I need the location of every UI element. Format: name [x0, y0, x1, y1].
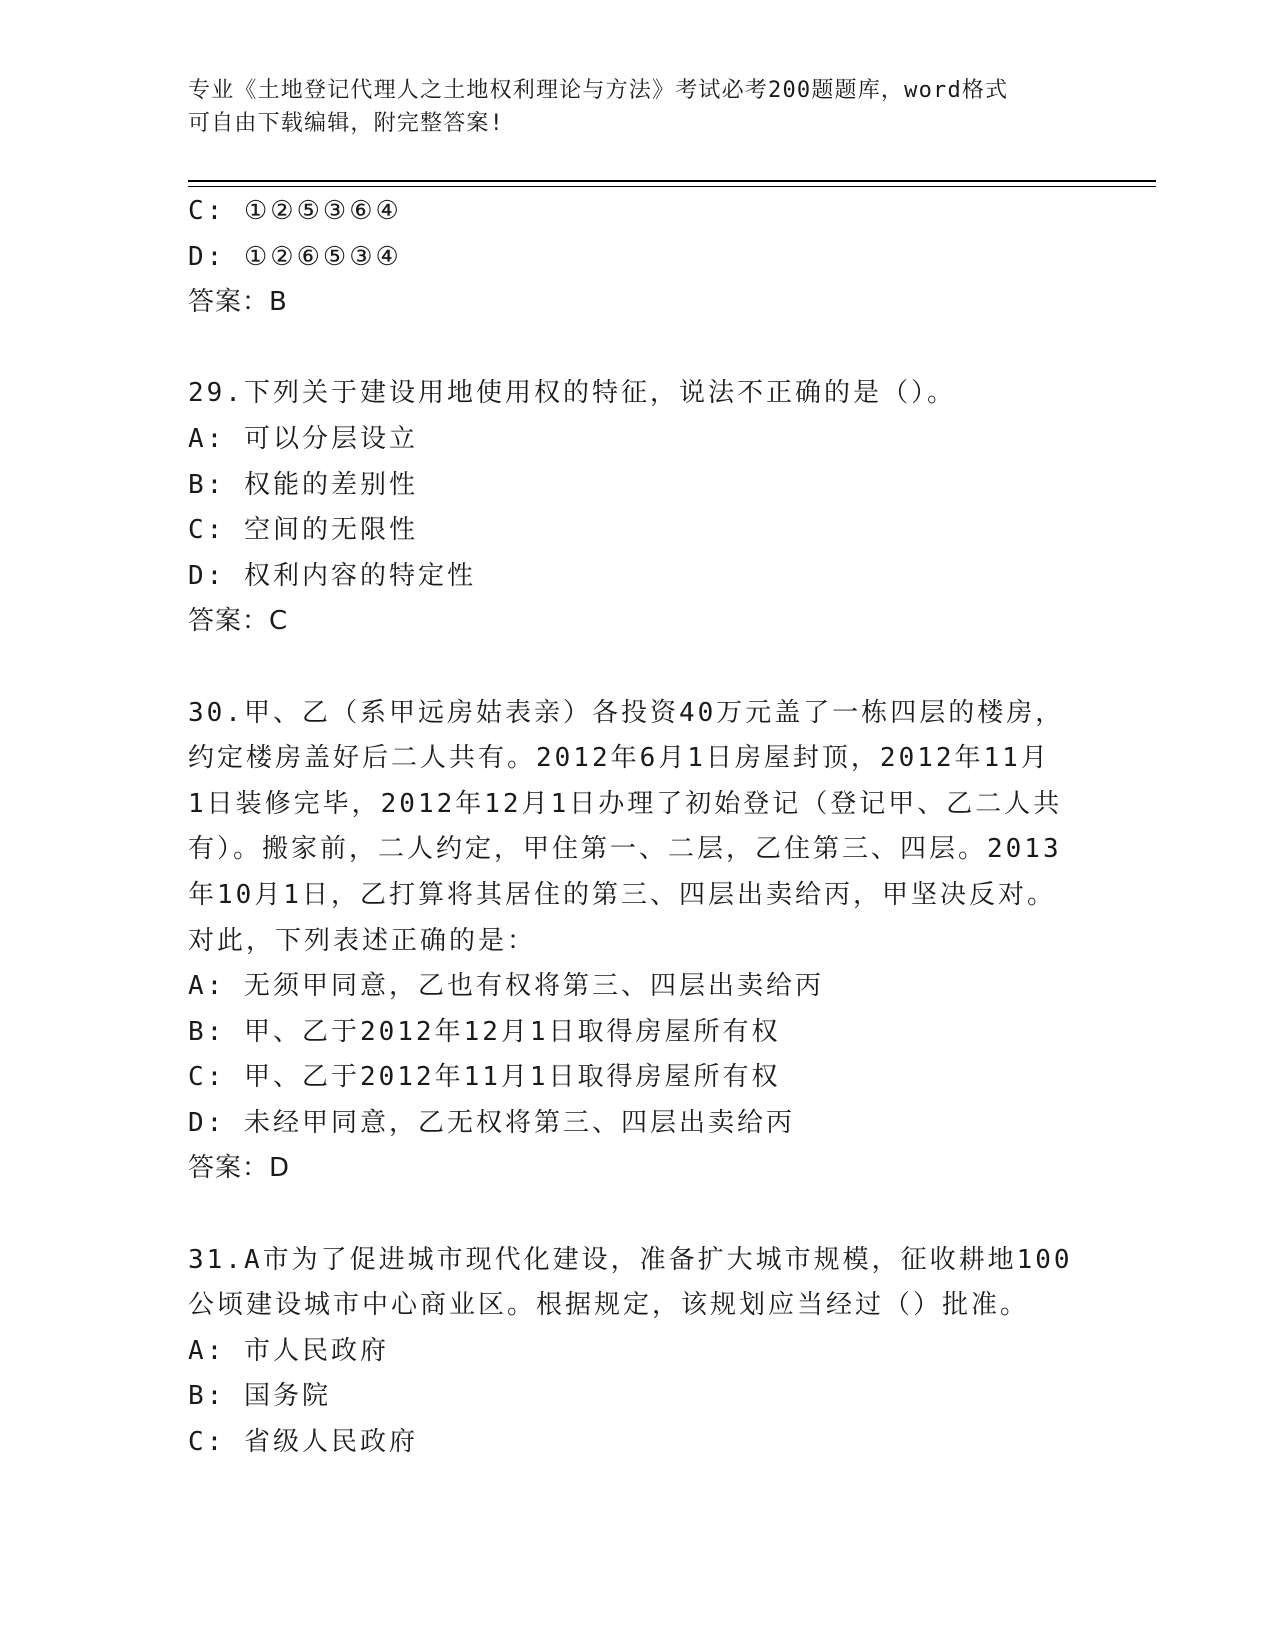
option-d: D: ①②⑥⑤③④ [188, 241, 402, 272]
question-text-line: 公顷建设城市中心商业区。根据规定，该规划应当经过（）批准。 [188, 1290, 1030, 1321]
question-text-line: 对此，下列表述正确的是： [188, 925, 537, 956]
question-30 [188, 691, 1088, 1193]
option-c: C: 空间的无限性 [188, 515, 418, 546]
header-line-2: 可自由下载编辑，附完整答案! [188, 111, 505, 136]
question-text-line: 有）。搬家前，二人约定，甲住第一、二层，乙住第三、四层。2013 [188, 834, 1062, 865]
question-28-tail [188, 189, 1088, 326]
page-header [188, 74, 1088, 140]
answer: 答案：B [188, 287, 288, 318]
header-divider-thin [188, 186, 1156, 187]
question-text-line: 31.A市为了促进城市现代化建设，准备扩大城市规模，征收耕地100 [188, 1244, 1073, 1275]
answer: 答案：C [188, 606, 289, 637]
option-d: D: 未经甲同意，乙无权将第三、四层出卖给丙 [188, 1107, 795, 1138]
question-content [188, 189, 1088, 1466]
spacer [188, 645, 1088, 691]
question-text-line: 30.甲、乙（系甲远房姑表亲）各投资40万元盖了一栋四层的楼房， [188, 697, 1065, 728]
option-d: D: 权利内容的特定性 [188, 560, 476, 591]
question-31 [188, 1238, 1088, 1466]
spacer [188, 1192, 1088, 1238]
option-c: C: 甲、乙于2012年11月1日取得房屋所有权 [188, 1062, 781, 1093]
question-text: 29.下列关于建设用地使用权的特征，说法不正确的是（）。 [188, 378, 956, 409]
question-text-line: 年10月1日，乙打算将其居住的第三、四层出卖给丙，甲坚决反对。 [188, 879, 1056, 910]
option-a: A: 无须甲同意，乙也有权将第三、四层出卖给丙 [188, 971, 824, 1002]
option-a: A: 市人民政府 [188, 1335, 389, 1366]
option-b: B: 权能的差别性 [188, 469, 418, 500]
answer: 答案：D [188, 1153, 291, 1184]
header-divider-thick [188, 180, 1156, 182]
spacer [188, 326, 1088, 372]
option-b: B: 国务院 [188, 1381, 331, 1412]
header-line-1: 专业《土地登记代理人之土地权利理论与方法》考试必考200题题库，word格式 [188, 78, 1009, 103]
question-29 [188, 371, 1088, 645]
option-a: A: 可以分层设立 [188, 423, 418, 454]
question-text-line: 约定楼房盖好后二人共有。2012年6月1日房屋封顶，2012年11月 [188, 743, 1050, 774]
question-text-line: 1日装修完毕，2012年12月1日办理了初始登记（登记甲、乙二人共 [188, 788, 1063, 819]
option-b: B: 甲、乙于2012年12月1日取得房屋所有权 [188, 1016, 781, 1047]
option-c: C: 省级人民政府 [188, 1427, 418, 1458]
option-c: C: ①②⑤③⑥④ [188, 196, 402, 226]
